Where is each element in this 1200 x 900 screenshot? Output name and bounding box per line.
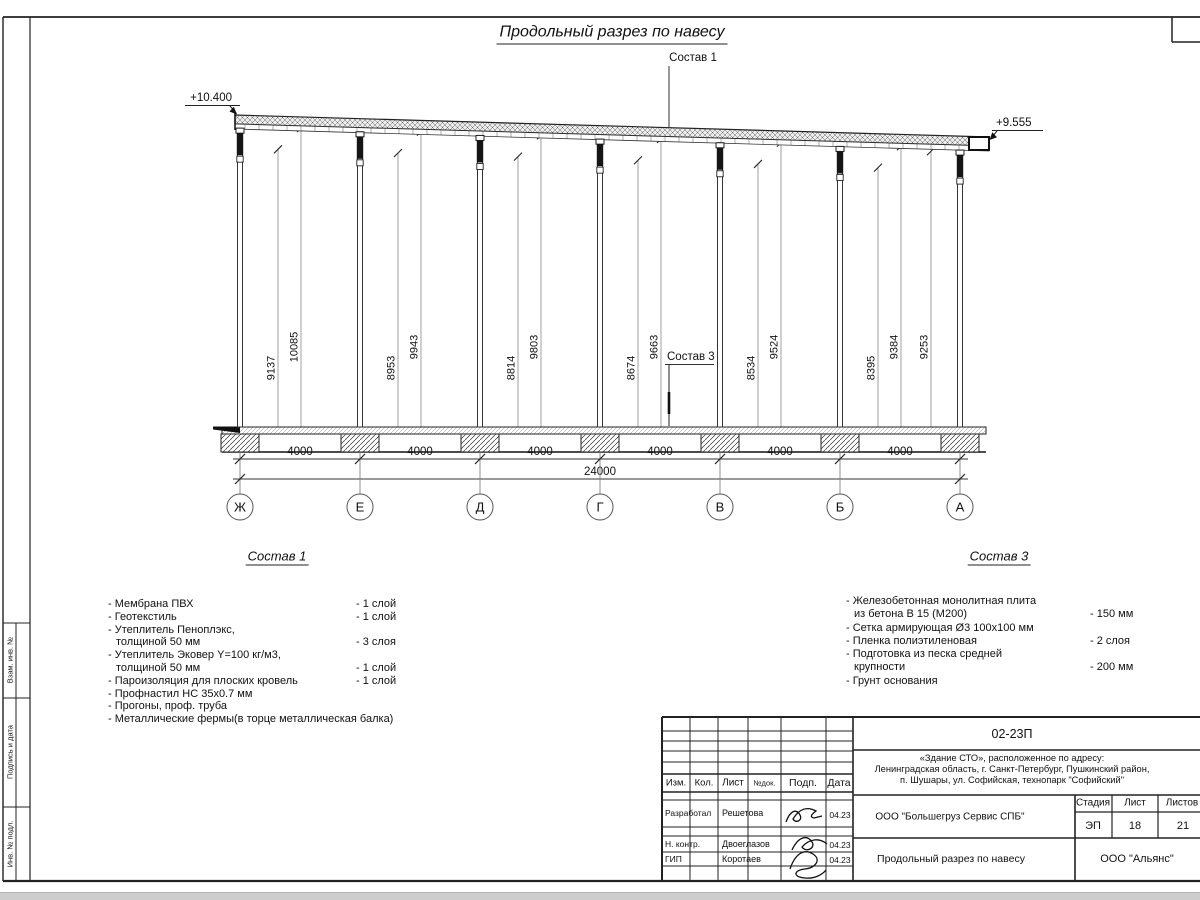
bay-dimension: 4000 [287, 446, 313, 458]
axis-label: В [715, 499, 725, 515]
material-row [108, 675, 420, 688]
object-line-1: «Здание СТО», расположенное по адресу: [919, 753, 1105, 763]
material-row [108, 649, 420, 662]
sostav3-list [846, 595, 1158, 688]
material-quantity: - 2 слоя [1090, 634, 1131, 647]
signature-gip [790, 838, 827, 879]
vertical-dim-value: 9803 [528, 334, 541, 360]
page-edge-shadow [0, 892, 1200, 900]
sheets-label: Листов [1165, 797, 1199, 809]
material-quantity: - 1 слой [356, 674, 397, 687]
column-joint [357, 160, 363, 166]
column-joint [717, 171, 723, 177]
material-row [846, 661, 1158, 674]
vertical-dim-value: 10085 [288, 331, 301, 363]
signature-razrabotal [786, 809, 822, 822]
role-razrabotal: Разработал [665, 808, 712, 818]
material-row [108, 713, 420, 726]
axis-label: Ж [233, 499, 247, 515]
column-joint [957, 178, 963, 184]
material-row [108, 688, 420, 701]
material-name: - Утеплитель Пеноплэкс, [108, 623, 235, 636]
material-row [846, 622, 1158, 635]
roof-end-beam [969, 137, 989, 150]
drawing-name: Продольный разрез по навесу [877, 853, 1025, 865]
column-cap [596, 139, 604, 144]
material-name: толщиной 50 мм [116, 636, 201, 649]
column-head-block [837, 151, 843, 173]
vertical-dim-value: 8395 [865, 355, 878, 381]
bay-dimension: 4000 [647, 446, 673, 458]
material-name: - Металлические фермы(в торце металлическая балка) [108, 713, 394, 726]
vertical-dim-value: 9137 [265, 355, 278, 381]
elevation-right-value: +9.555 [996, 117, 1032, 129]
column-cap [956, 150, 964, 155]
col-data: Дата [827, 777, 851, 789]
vertical-dim-value: 8814 [505, 355, 518, 381]
footing [701, 434, 739, 452]
material-name: - Железобетонная монолитная плита [846, 595, 1037, 607]
column [238, 128, 243, 427]
callout-sostav1 [669, 52, 717, 128]
material-name: - Утеплитель Эковер Y=100 кг/м3, [108, 649, 281, 662]
column-head-block [237, 133, 243, 155]
material-row [108, 636, 420, 649]
axis-label: Д [475, 499, 485, 515]
name-gip: Коротаев [722, 854, 761, 864]
material-name: - Сетка армирующая Ø3 100x100 мм [846, 621, 1034, 634]
footing [461, 434, 499, 452]
frame-label-vzam: Взам. инв. № [5, 636, 15, 684]
material-name: толщиной 50 мм [116, 661, 201, 674]
footing [821, 434, 859, 452]
dimension-chains [233, 459, 968, 479]
frame-label-podpis: Подпись и дата [5, 725, 15, 779]
doc-number: 02-23П [991, 727, 1033, 741]
column-joint [837, 174, 843, 180]
material-name: из бетона В 15 (М200) [854, 608, 967, 621]
material-quantity: - 150 мм [1090, 608, 1134, 621]
role-gip: ГИП [665, 854, 682, 864]
material-row [108, 662, 420, 675]
elevation-left-value: +10.400 [190, 92, 232, 104]
vertical-dim-value: 9943 [408, 334, 421, 360]
material-quantity: - 1 слой [356, 598, 397, 610]
footing [941, 434, 979, 452]
total-dimension: 24000 [584, 466, 616, 478]
axis-label: Б [835, 499, 845, 515]
column-joint [477, 163, 483, 169]
floor-slab [222, 427, 986, 434]
footing [341, 434, 379, 452]
material-name: - Грунт основания [846, 674, 938, 687]
object-line-3: п. Шушары, ул. Софийская, технопарк "Софийский" [900, 775, 1124, 785]
date-razrabotal: 04.23 [829, 810, 851, 820]
column-joint [237, 156, 243, 162]
material-row [108, 611, 420, 624]
material-row [108, 624, 420, 637]
vertical-dim-value: 8534 [745, 355, 758, 381]
stage-label: Стадия [1075, 797, 1111, 809]
material-row [108, 598, 420, 611]
bay-dimension: 4000 [527, 446, 553, 458]
axis-label: Г [596, 499, 604, 515]
column [958, 150, 963, 427]
material-row [846, 648, 1158, 661]
material-quantity: - 1 слой [356, 610, 397, 623]
column-head-block [477, 140, 483, 162]
material-name: - Профнастил НС 35x0.7 мм [108, 687, 253, 700]
sheets-value: 21 [1176, 820, 1190, 832]
bay-dimension: 4000 [767, 446, 793, 458]
column-head-block [357, 137, 363, 159]
col-dok: №док. [753, 778, 776, 788]
material-name: - Прогоны, проф. труба [108, 700, 228, 713]
org-name: ООО "Альянс" [1100, 853, 1174, 865]
col-podp: Подп. [789, 777, 817, 789]
column-head-block [717, 148, 723, 170]
material-row [846, 608, 1158, 621]
axis-grid [227, 446, 973, 520]
column-cap [476, 135, 484, 140]
material-name: - Подготовка из песка средней [846, 648, 1002, 661]
role-nkontr: Н. контр. [665, 839, 701, 849]
column-cap [836, 146, 844, 151]
material-row [846, 635, 1158, 648]
column-cap [716, 143, 724, 148]
col-izm: Изм. [665, 777, 687, 789]
column-head-block [957, 155, 963, 177]
callout-sostav3 [665, 351, 715, 426]
elevation-right-arrow [990, 132, 998, 140]
name-nkontr: Двоеглазов [722, 839, 770, 849]
sheet-label: Лист [1124, 797, 1146, 809]
roof [235, 112, 989, 151]
sheet-value: 18 [1128, 820, 1142, 832]
column [358, 132, 363, 427]
stage-value: ЭП [1085, 820, 1101, 832]
material-quantity: - 200 мм [1090, 661, 1134, 674]
column-joint [597, 167, 603, 173]
signatures [786, 809, 827, 879]
date-gip: 04.23 [829, 855, 851, 865]
axis-label: А [955, 499, 965, 515]
sostav1-list [108, 598, 420, 726]
bay-dimension: 4000 [887, 446, 913, 458]
elevation-right [990, 117, 1044, 140]
vertical-dim-value: 8674 [625, 355, 638, 381]
col-list: Лист [722, 777, 744, 789]
name-razrabotal: Решетова [722, 808, 764, 818]
material-row [108, 700, 420, 713]
page-title: Продольный разрез по навесу [497, 24, 728, 45]
frame-label-inv: Инв. № подл. [5, 820, 15, 868]
vertical-dim-value: 9524 [768, 334, 781, 360]
material-row [846, 595, 1158, 608]
column [478, 135, 483, 427]
material-name: - Пленка полиэтиленовая [846, 634, 977, 647]
columns [221, 128, 979, 452]
date-nkontr: 04.23 [829, 840, 851, 850]
footing [221, 434, 259, 452]
object-line-2: Ленинградская область, г. Санкт-Петербург, Пушкинский район, [874, 764, 1150, 774]
elevation-left-arrow [230, 107, 238, 115]
vertical-dim-value: 9384 [888, 334, 901, 360]
sostav1-heading: Состав 1 [247, 548, 307, 564]
material-name: - Пароизоляция для плоских кровель [108, 674, 298, 687]
column [718, 143, 723, 427]
column [598, 139, 603, 427]
column [838, 146, 843, 427]
sostav3-heading: Состав 3 [969, 548, 1029, 564]
material-name: крупности [854, 661, 906, 674]
column-cap [356, 132, 364, 137]
material-quantity: - 1 слой [356, 661, 397, 674]
bay-dimension: 4000 [407, 446, 433, 458]
footing [581, 434, 619, 452]
company-name: ООО "Большегруз Сервис СПБ" [875, 811, 1025, 823]
vertical-dim-value: 8953 [385, 355, 398, 381]
axis-label: Е [355, 499, 365, 515]
material-name: - Геотекстиль [108, 610, 177, 623]
vertical-dim-value: 9663 [648, 334, 661, 360]
callout-sostav3-label: Состав 3 [667, 351, 715, 363]
material-row [846, 675, 1158, 688]
column-head-block [597, 144, 603, 166]
column-cap [236, 128, 244, 133]
elevation-left [185, 92, 240, 115]
material-quantity: - 3 слоя [356, 636, 397, 649]
col-kol: Кол. [694, 777, 714, 789]
callout-sostav1-label: Состав 1 [669, 52, 717, 64]
vertical-dim-value: 9253 [918, 334, 931, 360]
material-name: - Мембрана ПВХ [108, 598, 194, 610]
